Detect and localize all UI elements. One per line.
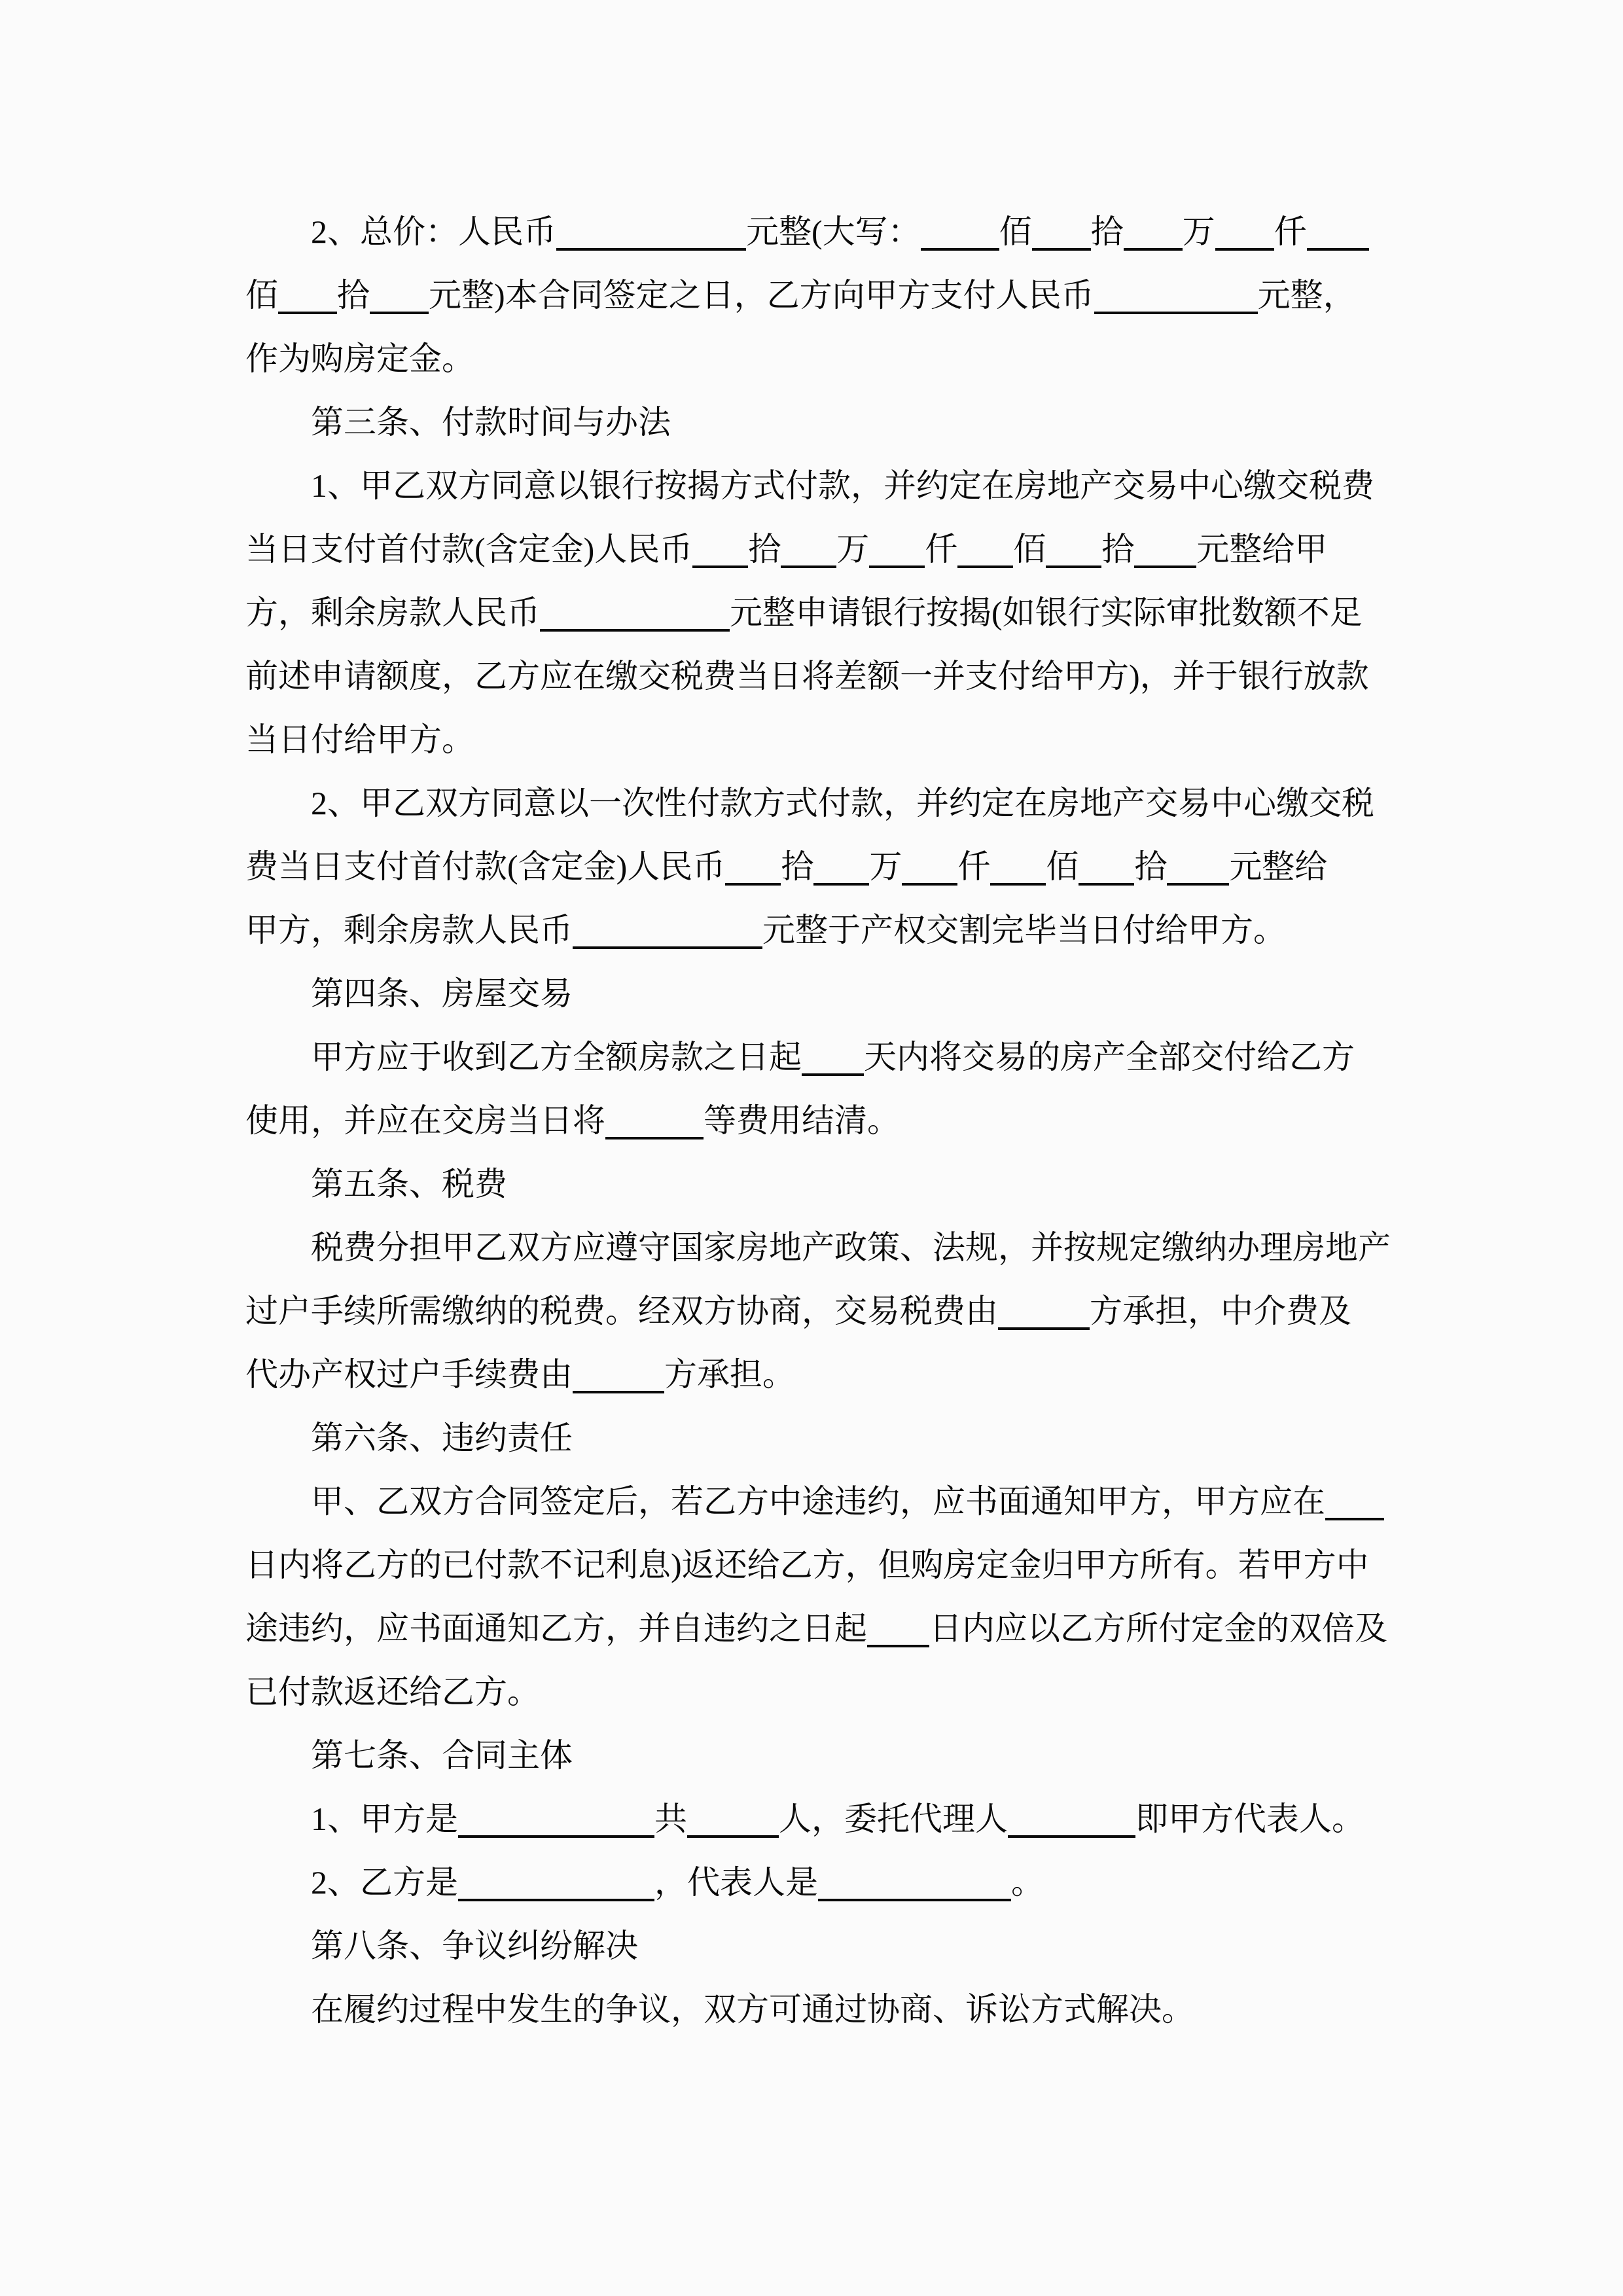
fill-in-blank-underline	[1124, 242, 1183, 251]
document-line	[245, 1660, 1394, 1724]
text-run: 使用，并应在交房当日将	[245, 1102, 605, 1139]
document-line	[245, 1597, 1394, 1660]
text-run: 费当日支付首付款(含定金)人民币	[245, 848, 726, 885]
text-run: 第五条、税费	[311, 1166, 507, 1202]
text-run: 第三条、付款时间与办法	[311, 404, 671, 440]
document-line	[245, 1534, 1394, 1597]
text-run: 1、甲乙双方同意以银行按揭方式付款，并约定在房地产交易中心缴交税费	[311, 467, 1374, 504]
document-line	[245, 1407, 1394, 1470]
text-run: 甲方，剩余房款人民币	[245, 912, 573, 948]
text-run: 过户手续所需缴纳的税费。经双方协商，交易税费由	[245, 1293, 998, 1329]
document-line	[245, 1216, 1394, 1280]
text-run: 元整，	[1257, 277, 1356, 314]
fill-in-blank-underline	[1094, 305, 1258, 314]
text-run: 当日支付首付款(含定金)人民币	[245, 531, 693, 567]
text-run: 仟	[925, 531, 958, 567]
fill-in-blank-underline	[458, 1892, 654, 1901]
text-run: 前述申请额度，乙方应在缴交税费当日将差额一并支付给甲方)，并于银行放款	[245, 658, 1369, 694]
fill-in-blank-underline	[278, 305, 337, 314]
text-run: 万	[1182, 213, 1215, 250]
fill-in-blank-underline	[869, 559, 925, 568]
text-run: 日内应以乙方所付定金的双倍及	[929, 1610, 1387, 1647]
text-run: 佰	[1046, 848, 1079, 885]
text-run: 万	[869, 848, 902, 885]
document-line	[245, 264, 1394, 327]
document-line	[245, 1724, 1394, 1787]
document-line	[245, 1787, 1394, 1851]
text-run: 元整)本合同签定之日，乙方向甲方支付人民币	[429, 277, 1094, 314]
text-run: 日内将乙方的已付款不记利息)返还给乙方，但购房定金归甲方所有。若甲方中	[245, 1547, 1369, 1583]
text-run: 方，剩余房款人民币	[245, 594, 540, 631]
text-run: 仟	[957, 848, 991, 885]
text-run: 天内将交易的房产全部交付给乙方	[864, 1039, 1355, 1075]
fill-in-blank-underline	[1307, 242, 1369, 251]
document-line	[245, 454, 1394, 518]
document-line	[245, 391, 1394, 454]
text-run: 途违约，应书面通知乙方，并自违约之日起	[245, 1610, 867, 1647]
text-run: 第七条、合同主体	[311, 1737, 573, 1774]
text-run: 即甲方代表人。	[1135, 1801, 1364, 1837]
document-line	[245, 1914, 1394, 1978]
fill-in-blank-underline	[1079, 876, 1134, 886]
document-line	[245, 1978, 1394, 2041]
text-run: 元整给	[1229, 848, 1328, 885]
document-line	[245, 200, 1394, 264]
fill-in-blank-underline	[573, 1384, 664, 1393]
fill-in-blank-underline	[818, 1892, 1011, 1901]
text-run: 第八条、争议纠纷解决	[311, 1928, 638, 1964]
text-run: 佰	[245, 277, 278, 314]
text-run: 拾	[1134, 848, 1168, 885]
text-run: 代办产权过户手续费由	[245, 1356, 573, 1393]
text-run: 。	[1011, 1864, 1044, 1901]
fill-in-blank-underline	[1046, 559, 1101, 568]
fill-in-blank-underline	[990, 876, 1046, 886]
contract-document	[245, 200, 1394, 2041]
fill-in-blank-underline	[370, 305, 429, 314]
document-line	[245, 1026, 1394, 1089]
text-run: 已付款返还给乙方。	[245, 1674, 540, 1710]
fill-in-blank-underline	[813, 876, 869, 886]
document-line	[245, 1089, 1394, 1153]
text-run: 元整(大写：	[746, 213, 921, 250]
text-run: 当日付给甲方。	[245, 721, 474, 758]
text-run: 共	[654, 1801, 687, 1837]
fill-in-blank-underline	[1134, 559, 1196, 568]
fill-in-blank-underline	[1008, 1829, 1135, 1838]
text-run: 元整申请银行按揭(如银行实际审批数额不足	[730, 594, 1363, 631]
text-run: 方承担，中介费及	[1090, 1293, 1351, 1329]
fill-in-blank-underline	[725, 876, 781, 886]
text-run: 甲、乙双方合同签定后，若乙方中途违约，应书面通知甲方，甲方应在	[311, 1483, 1325, 1520]
text-run: 2、甲乙双方同意以一次性付款方式付款，并约定在房地产交易中心缴交税	[311, 785, 1374, 821]
fill-in-blank-underline	[998, 1321, 1090, 1330]
document-line	[245, 962, 1394, 1026]
text-run: 1、甲方是	[311, 1801, 458, 1837]
fill-in-blank-underline	[802, 1067, 864, 1076]
fill-in-blank-underline	[556, 242, 746, 251]
fill-in-blank-underline	[687, 1829, 779, 1838]
document-line	[245, 772, 1394, 835]
text-run: 2、乙方是	[311, 1864, 458, 1901]
fill-in-blank-underline	[867, 1638, 929, 1647]
text-run: 拾	[1090, 213, 1124, 250]
text-run: 作为购房定金。	[245, 340, 474, 377]
text-run: 元整给甲	[1196, 531, 1328, 567]
document-line	[245, 1851, 1394, 1914]
document-line	[245, 708, 1394, 772]
text-run: 第四条、房屋交易	[311, 975, 573, 1012]
document-line	[245, 1343, 1394, 1407]
text-run: 万	[836, 531, 870, 567]
text-run: 2、总价：人民币	[311, 213, 556, 250]
fill-in-blank-underline	[1167, 876, 1229, 886]
text-run: 人，委托代理人	[779, 1801, 1008, 1837]
text-run: 在履约过程中发生的争议，双方可通过协商、诉讼方式解决。	[311, 1991, 1194, 2028]
fill-in-blank-underline	[957, 559, 1013, 568]
text-run: 等费用结清。	[704, 1102, 900, 1139]
text-run: 拾	[1101, 531, 1135, 567]
document-line	[245, 581, 1394, 645]
fill-in-blank-underline	[781, 559, 836, 568]
document-line	[245, 518, 1394, 581]
document-line	[245, 327, 1394, 391]
text-run: 拾	[337, 277, 370, 314]
fill-in-blank-underline	[1215, 242, 1274, 251]
document-line	[245, 1153, 1394, 1216]
fill-in-blank-underline	[540, 622, 730, 632]
text-run: 第六条、违约责任	[311, 1420, 573, 1456]
fill-in-blank-underline	[573, 940, 762, 949]
document-line	[245, 1280, 1394, 1343]
text-run: 税费分担甲乙双方应遵守国家房地产政策、法规，并按规定缴纳办理房地产	[311, 1229, 1391, 1266]
fill-in-blank-underline	[605, 1130, 704, 1139]
fill-in-blank-underline	[1032, 242, 1091, 251]
document-line	[245, 835, 1394, 899]
document-line	[245, 899, 1394, 962]
fill-in-blank-underline	[458, 1829, 654, 1838]
document-line	[245, 1470, 1394, 1534]
document-line	[245, 645, 1394, 708]
text-run: 拾	[781, 848, 814, 885]
text-run: 拾	[748, 531, 781, 567]
text-run: ，代表人是	[654, 1864, 818, 1901]
fill-in-blank-underline	[1325, 1511, 1384, 1520]
text-run: 方承担。	[664, 1356, 795, 1393]
fill-in-blank-underline	[692, 559, 748, 568]
text-run: 佰	[999, 213, 1032, 250]
fill-in-blank-underline	[921, 242, 999, 251]
text-run: 元整于产权交割完毕当日付给甲方。	[762, 912, 1286, 948]
text-run: 仟	[1274, 213, 1307, 250]
fill-in-blank-underline	[902, 876, 957, 886]
text-run: 佰	[1013, 531, 1046, 567]
text-run: 甲方应于收到乙方全额房款之日起	[311, 1039, 802, 1075]
